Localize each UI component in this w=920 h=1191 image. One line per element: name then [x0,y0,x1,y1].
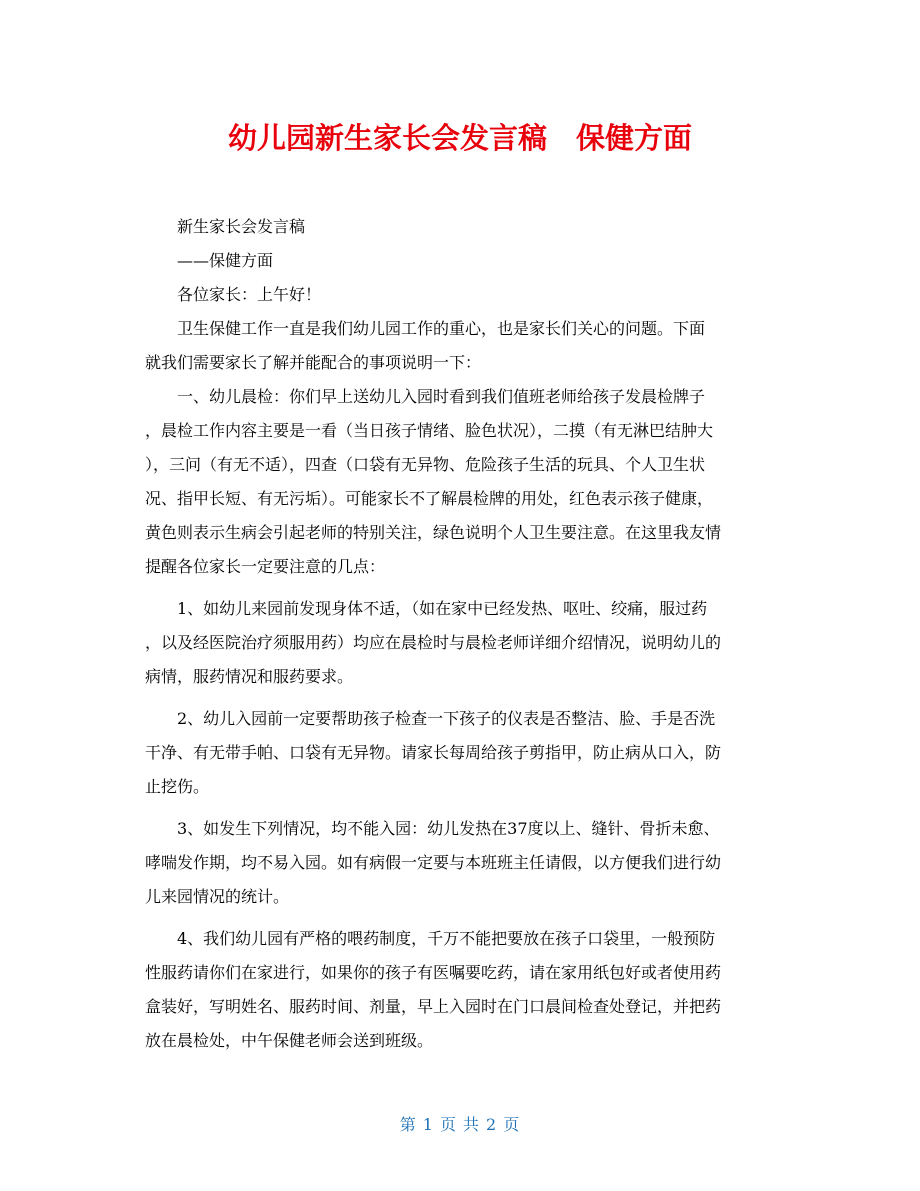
paragraph [145,380,785,584]
paragraph-line: 就我们需要家长了解并能配合的事项说明一下： [145,353,482,372]
paragraph-line: 病情，服药情况和服药要求。 [145,667,354,686]
subtitle-line: ——保健方面 [177,251,274,270]
total-prefix: 共 [463,1115,481,1134]
greeting: 各位家长：上午好！ [177,285,322,304]
paragraph-line: 4、我们幼儿园有严格的喂药制度，千万不能把要放在孩子口袋里，一般预防 [177,929,716,948]
total-suffix: 页 [503,1115,521,1134]
paragraph-line: 放在晨检处，中午保健老师会送到班级。 [145,1031,434,1050]
paragraph-line: ，以及经医院治疗须服用药）均应在晨检时与晨检老师详细介绍情况，说明幼儿的 [145,633,722,652]
paragraph-line: 干净、有无带手帕、口袋有无异物。请家长每周给孩子剪指甲，防止病从口入，防 [145,743,722,762]
paragraph-line: 卫生保健工作一直是我们幼儿园工作的重心，也是家长们关心的问题。下面 [177,319,706,338]
total-pages: 2 [486,1115,498,1134]
paragraph-line: 儿来园情况的统计。 [145,887,290,906]
paragraph-line: ，晨检工作内容主要是一看（当日孩子情绪、脸色状况），二摸（有无淋巴结肿大 [145,421,714,440]
paragraph-line: 性服药请你们在家进行，如果你的孩子有医嘱要吃药，请在家用纸包好或者使用药 [145,963,722,982]
paragraph [145,702,785,804]
paragraph [145,922,785,1058]
paragraph-line: 一、幼儿晨检：你们早上送幼儿入园时看到我们值班老师给孩子发晨检牌子 [177,387,706,406]
paragraph-line: 黄色则表示生病会引起老师的特别关注，绿色说明个人卫生要注意。在这里我友情 [145,523,722,542]
page-mid: 页 [439,1115,457,1134]
paragraph [145,312,785,380]
paragraph-line: 哮喘发作期，均不易入园。如有病假一定要与本班班主任请假，以方便我们进行幼 [145,853,722,872]
paragraph-line: 况、指甲长短、有无污垢）。可能家长不了解晨检牌的用处，红色表示孩子健康， [145,489,714,508]
paragraph-line: 1、如幼儿来园前发现身体不适，（如在家中已经发热、呕吐、绞痛，服过药 [177,599,708,618]
paragraph-line: ），三问（有无不适），四查（口袋有无异物、危险孩子生活的玩具、个人卫生状 [145,455,706,474]
paragraph-line: 提醒各位家长一定要注意的几点： [145,557,386,576]
page-footer [0,1110,920,1140]
document-title: 幼儿园新生家长会发言稿 保健方面 [227,121,692,155]
paragraph-line: 3、如发生下列情况，均不能入园：幼儿发热在37度以上、缝针、骨折未愈、 [177,819,720,838]
subtitle-line: 新生家长会发言稿 [177,217,306,236]
paragraph [145,812,785,914]
document-body [145,210,785,1058]
paragraph-line: 2、幼儿入园前一定要帮助孩子检查一下孩子的仪表是否整洁、脸、手是否洗 [177,709,716,728]
paragraph [145,592,785,694]
paragraph-line: 止挖伤。 [145,777,210,796]
paragraph-line: 盒装好，写明姓名、服药时间、剂量，早上入园时在门口晨间检查处登记，并把药 [145,997,722,1016]
page-prefix: 第 [399,1115,417,1134]
page-number: 1 [422,1115,434,1134]
